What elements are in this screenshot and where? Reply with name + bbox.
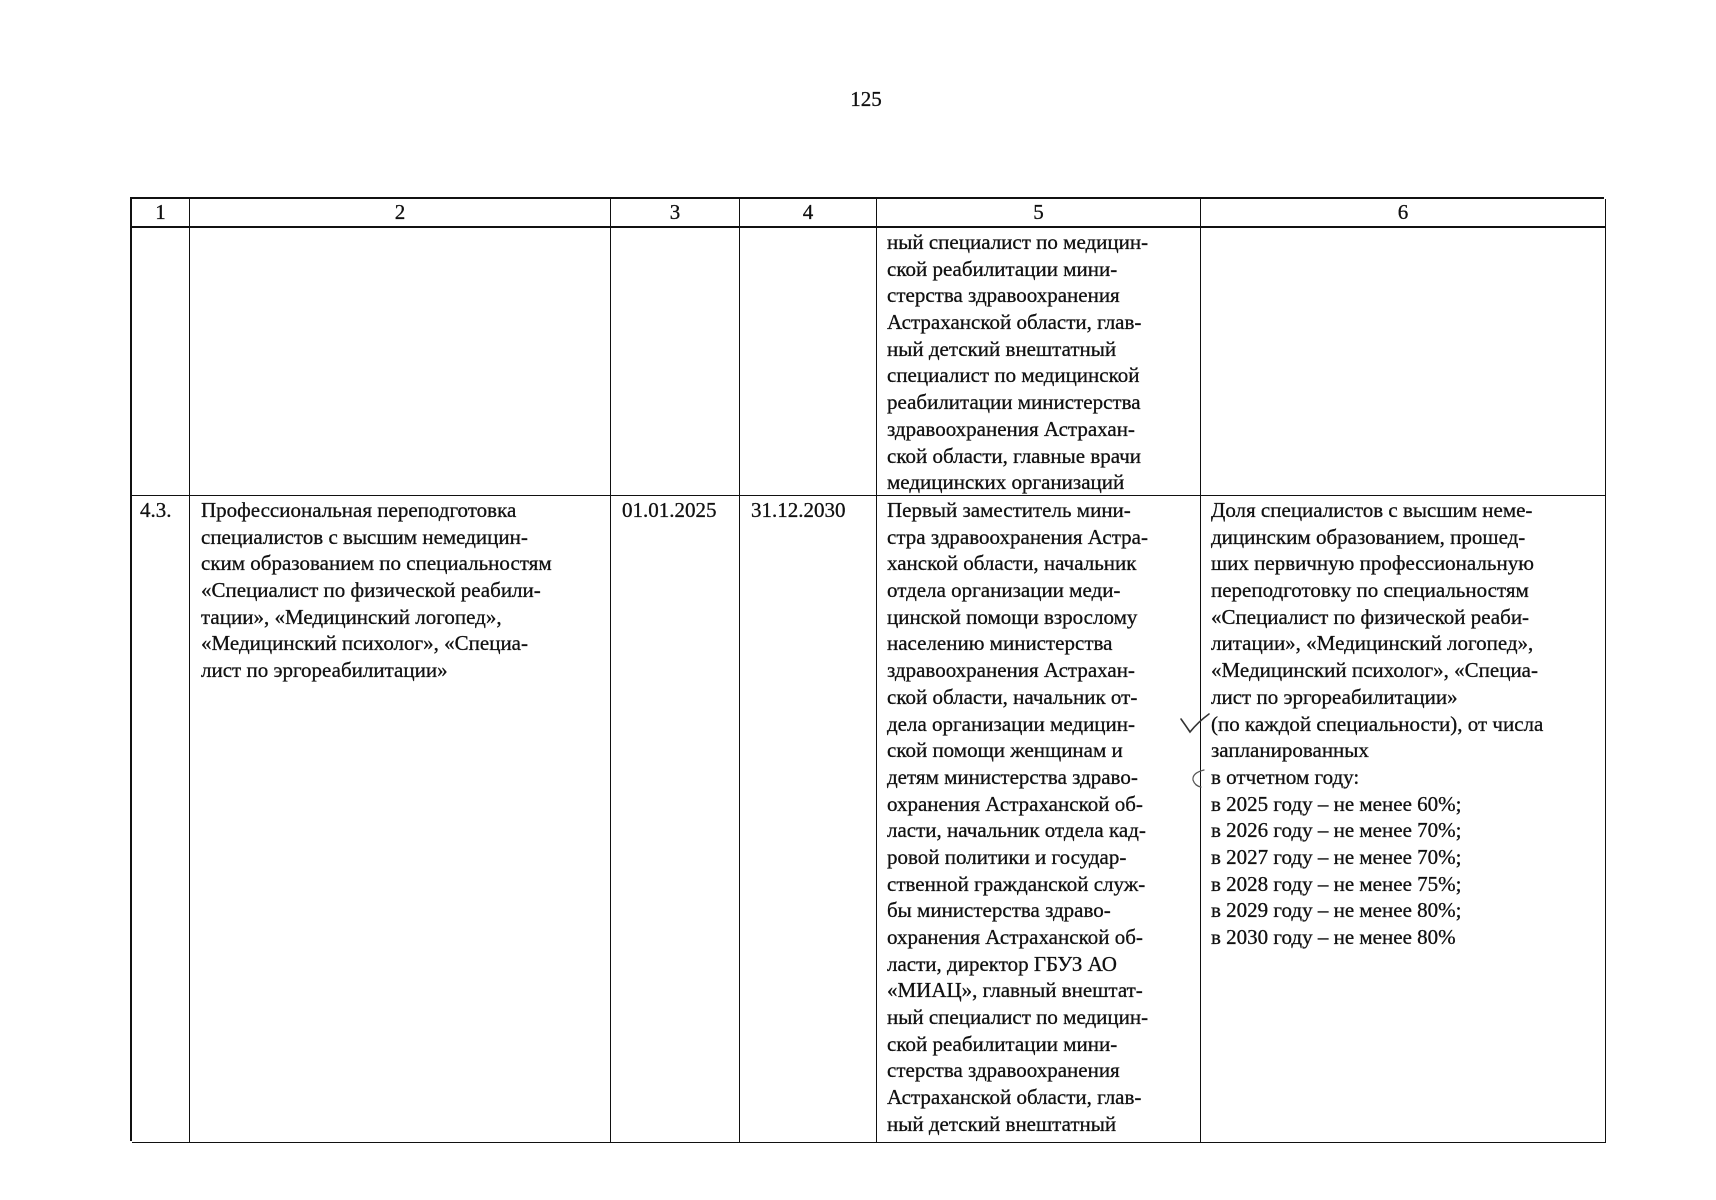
cell-responsible — [877, 228, 1201, 496]
text-line: в 2025 году – не менее 60%; — [1211, 791, 1462, 816]
text-line: тации», «Медицинский логопед», — [201, 604, 502, 629]
table-header-col-1: 1 — [132, 199, 190, 228]
text-line: «Медицинский психолог», «Специа- — [201, 631, 528, 656]
text-line: ровой политики и государ- — [887, 844, 1127, 869]
table-header-col-2: 2 — [190, 199, 611, 228]
text-line: в 2029 году – не менее 80%; — [1211, 898, 1462, 923]
table-header-col-3: 3 — [611, 199, 740, 228]
text-line: лист по эргореабилитации» — [201, 658, 448, 683]
text-line: специалистов с высшим немедицин- — [201, 524, 528, 549]
cell-indicator — [1201, 228, 1606, 496]
text-line: в 2026 году – не менее 70%; — [1211, 818, 1462, 843]
cell-start-date — [611, 496, 740, 1143]
text-line: ской области, начальник от- — [887, 684, 1138, 709]
text-line: охранения Астраханской об- — [887, 791, 1143, 816]
cell-end-date — [740, 228, 877, 496]
text-line: ственной гражданской служ- — [887, 871, 1146, 896]
text-line: здравоохранения Астрахан- — [887, 658, 1135, 683]
text-line: специалист по медицинской — [887, 363, 1140, 388]
text-line: бы министерства здраво- — [887, 898, 1111, 923]
text-line: лист по эргореабилитации» — [1211, 684, 1458, 709]
text-line: переподготовку по специальностям — [1211, 578, 1529, 603]
text-line: Первый заместитель мини- — [887, 498, 1131, 522]
text-line: стра здравоохранения Астра- — [887, 524, 1148, 549]
text-line: «Специалист по физической реаби- — [1211, 604, 1530, 629]
text-line: Доля специалистов с высшим неме- — [1211, 498, 1533, 522]
text-line: ской помощи женщинам и — [887, 738, 1123, 763]
text-line: ный детский внештатный — [887, 1111, 1117, 1136]
cell-responsible — [877, 496, 1201, 1143]
text-line: дицинским образованием, прошед- — [1211, 524, 1526, 549]
text-line: стерства здравоохранения — [887, 283, 1120, 308]
page-number: 125 — [850, 87, 882, 111]
text-line: ших первичную профессиональную — [1211, 551, 1534, 576]
text-line: в 2028 году – не менее 75%; — [1211, 871, 1462, 896]
text-line: ный специалист по медицин- — [887, 230, 1149, 254]
text-line: ской реабилитации мини- — [887, 256, 1118, 281]
text-line: населению министерства — [887, 631, 1113, 656]
text-line: ный детский внештатный — [887, 336, 1117, 361]
text-line: ханской области, начальник — [887, 551, 1137, 576]
text-line: реабилитации министерства — [887, 390, 1141, 415]
start-date: 01.01.2025 — [622, 498, 717, 522]
text-line: (по каждой специальности), от числа — [1211, 711, 1544, 736]
text-line: ским образованием по специальностям — [201, 551, 552, 576]
text-line: ный специалист по медицин- — [887, 1005, 1149, 1030]
end-date: 31.12.2030 — [751, 498, 846, 522]
text-line: охранения Астраханской об- — [887, 925, 1143, 949]
cell-end-date — [740, 496, 877, 1143]
text-line: «Медицинский психолог», «Специа- — [1211, 658, 1538, 683]
text-line: дела организации медицин- — [887, 711, 1136, 736]
text-line: Астраханской области, глав- — [887, 1085, 1142, 1110]
text-line: «Специалист по физической реабили- — [201, 578, 541, 603]
cell-event-name — [190, 228, 611, 496]
cell-number — [132, 228, 190, 496]
text-line: ской реабилитации мини- — [887, 1031, 1118, 1056]
cell-event-name — [190, 496, 611, 1143]
text-line: ласти, директор ГБУЗ АО — [887, 951, 1117, 976]
table-header-col-6: 6 — [1201, 199, 1606, 228]
text-line: Профессиональная переподготовка — [201, 498, 517, 522]
text-line: запланированных — [1211, 738, 1369, 763]
text-line: здравоохранения Астрахан- — [887, 416, 1135, 441]
text-line: стерства здравоохранения — [887, 1058, 1120, 1083]
table-header-col-5: 5 — [877, 199, 1201, 228]
cell-indicator — [1201, 496, 1606, 1143]
text-line: в 2030 году – не менее 80% — [1211, 925, 1456, 949]
text-line: отдела организации меди- — [887, 578, 1121, 603]
table-header-col-4: 4 — [740, 199, 877, 228]
plan-table — [130, 197, 1604, 1141]
text-line: цинской помощи взрослому — [887, 604, 1138, 629]
item-number: 4.3. — [140, 498, 172, 522]
text-line: медицинских организаций — [887, 470, 1125, 495]
text-line: ласти, начальник отдела кад- — [887, 818, 1146, 843]
text-line: Астраханской области, глав- — [887, 310, 1142, 335]
text-line: «МИАЦ», главный внештат- — [887, 978, 1143, 1003]
text-line: детям министерства здраво- — [887, 764, 1138, 789]
text-line: в отчетном году: — [1211, 764, 1360, 789]
cell-start-date — [611, 228, 740, 496]
text-line: литации», «Медицинский логопед», — [1211, 631, 1534, 656]
text-line: ской области, главные врачи — [887, 443, 1142, 468]
text-line: в 2027 году – не менее 70%; — [1211, 844, 1462, 869]
cell-number — [132, 496, 190, 1143]
